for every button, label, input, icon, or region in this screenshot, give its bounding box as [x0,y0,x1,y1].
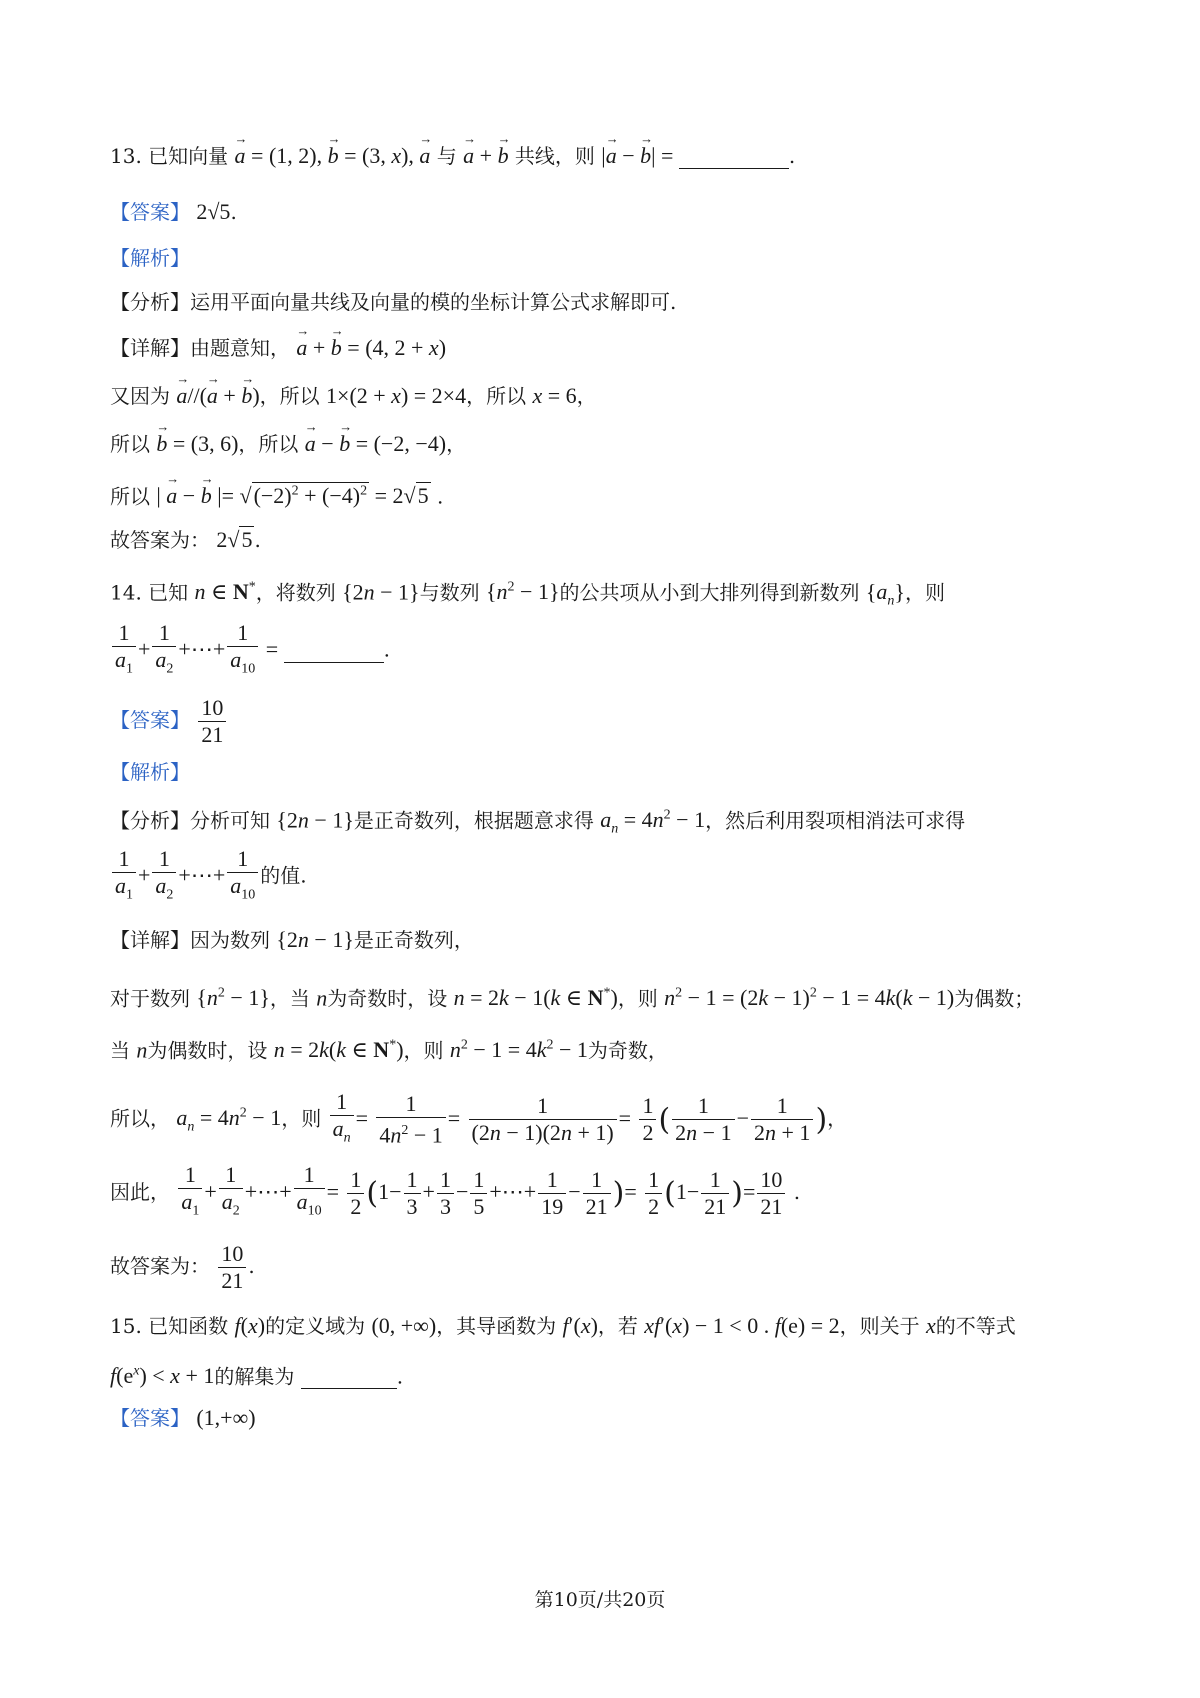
q13-xiangjie-1: 【详解】由题意知， → a + → b = (4, 2 + x) [110,328,1090,368]
q14-answer-blank [284,640,384,663]
q14-answer: $\frac{10}{21}$ [198,695,226,748]
page-number-footer: 第10页/共20页 [534,1589,666,1611]
q14-number: 14. [110,580,142,605]
q13-answer-line: 【答案】 2√5. [110,199,237,224]
q14-conclusion: 故答案为： $\frac{10}{21}$ . [110,1241,255,1293]
q13-stem: 13. 已知向量 → a = (1, 2), → b = (3, x), → a 与 → a + → b 共线，则 |→ a − → b| = . [110,136,1090,176]
q13-jiexi [110,238,1090,278]
q13-number: 13. [110,144,142,168]
q14-answer-line [110,692,1090,748]
q13-vectors: → a = (1, 2), → b = (3, x), → a [235,143,431,168]
q14-fenxi: 【分析】分析可知 {2n − 1}是正奇数列，根据题意求得 $a_n = 4n^2 - 1$，然后利用裂项相消法可求得 [110,807,966,837]
jiexi-tag: 【解析】 [110,760,190,784]
q15-number: 15. [110,1314,142,1338]
q15-stem: 15. 已知函数 f(x)的定义域为 (0, +∞)，其导函数为 f′(x)，若 xf′(x) − 1 < 0 . f(e) = 2，则关于 x的不等式 [110,1313,1016,1338]
q14-xiangjie-2: 对于数列 $\{n^2 - 1\}$，当 n为奇数时，设 n = 2k − 1(k ∈ N*)，则 $n^2 - 1 = (2k - 1)^2 - 1 = 4k(k - 1)$为偶数； [110,985,1035,1011]
q13-xiangjie-2: 又因为 → a//(→ a + → b)，所以 1×(2 + x) = 2×4，所以 x = 6， [110,376,1090,416]
answer-tag: 【答案】 [110,200,190,224]
q14-stem: 14. 已知 n ∈ N*，将数列 {2n − 1}与数列 $\{n^2 - 1\}$的公共项从小到大排列得到新数列 $\{a_n\}$，则 [110,579,945,609]
q13-fenxi: 【分析】运用平面向量共线及向量的模的坐标计算公式求解即可. [110,290,677,314]
answer-tag: 【答案】 [110,708,190,732]
q13-answer: 2√5 [196,199,231,224]
q14-xiangjie-3: 当 n为偶数时，设 n = 2k(k ∈ N*)，则 $n^2 - 1 = 4k^2 - 1$为奇数， [110,1037,668,1063]
jiexi-tag: 【解析】 [110,246,190,270]
q15-stem-2: $f(e^x) < x + 1$的解集为 . [110,1363,404,1389]
answer-tag: 【答案】 [110,1406,190,1430]
xiangjie-tag: 【详解】 [110,928,190,952]
q13-xiangjie-4: 所以 | → a − → b |= $√(-2)^2 + (-4)^2 = 2√5$ . [110,472,1090,516]
q15-answer: (1,+∞) [196,1405,256,1430]
fenxi-tag: 【分析】 [110,290,190,314]
q14-xiangjie-1: 【详解】因为数列 {2n − 1}是正奇数列， [110,927,474,952]
q14-stem-expression: $\frac{1}{a_1}$ + $\frac{1}{a_2}$ +⋯+ $\frac{1}{a_{10}}$ = . [110,620,1090,682]
q14-xiangjie-5: 因此， $\frac{1}{a_1}$ + $\frac{1}{a_2}$ +⋯+ $\frac{1}{a_{10}}$ = $\frac{1}{2}$ (1− $\frac{1}{3}$ + $\frac{1}{3}$ − $\frac{1}{5}$ +⋯+ $\frac{1}{19}$ − $\frac{1}{21}$ )= $\frac{1}{2}$ (1− $\frac{1}{21}$ )= $\frac{10}{21}$ . [110,1162,1090,1225]
xiangjie-tag: 【详解】 [110,336,190,360]
q13-stem-text: 已知向量 [148,144,229,168]
q15-answer-line [110,1398,1090,1438]
q15-answer-blank [301,1366,397,1389]
q14-xiangjie-4: 所以， $a_n = 4n^2 - 1$，则 $\frac{1}{a_n}$ = $\frac{1}{4n^2 - 1}$ = $\frac{1}{(2n - 1)(2n + 1)}$ = $\frac{1}{2}$ ( $\frac{1}{2n - 1}$ − $\frac{1}{2n + 1}$ )， [110,1084,1090,1158]
q13-modulus-expression: |→ a − → b| = [601,143,679,168]
q14-jiexi [110,752,1090,792]
q13-xiangjie-3: 所以 → b = (3, 6)，所以 → a − → b = (−2, −4)， [110,424,1090,464]
q14-fenxi-expression: $\frac{1}{a_1}$ + $\frac{1}{a_2}$ +⋯+ $\frac{1}{a_{10}}$ 的值. [110,846,1090,908]
q13-conclusion: 故答案为： 2√5 . [110,527,261,552]
q13-answer-blank [679,146,789,169]
fenxi-tag: 【分析】 [110,808,190,833]
